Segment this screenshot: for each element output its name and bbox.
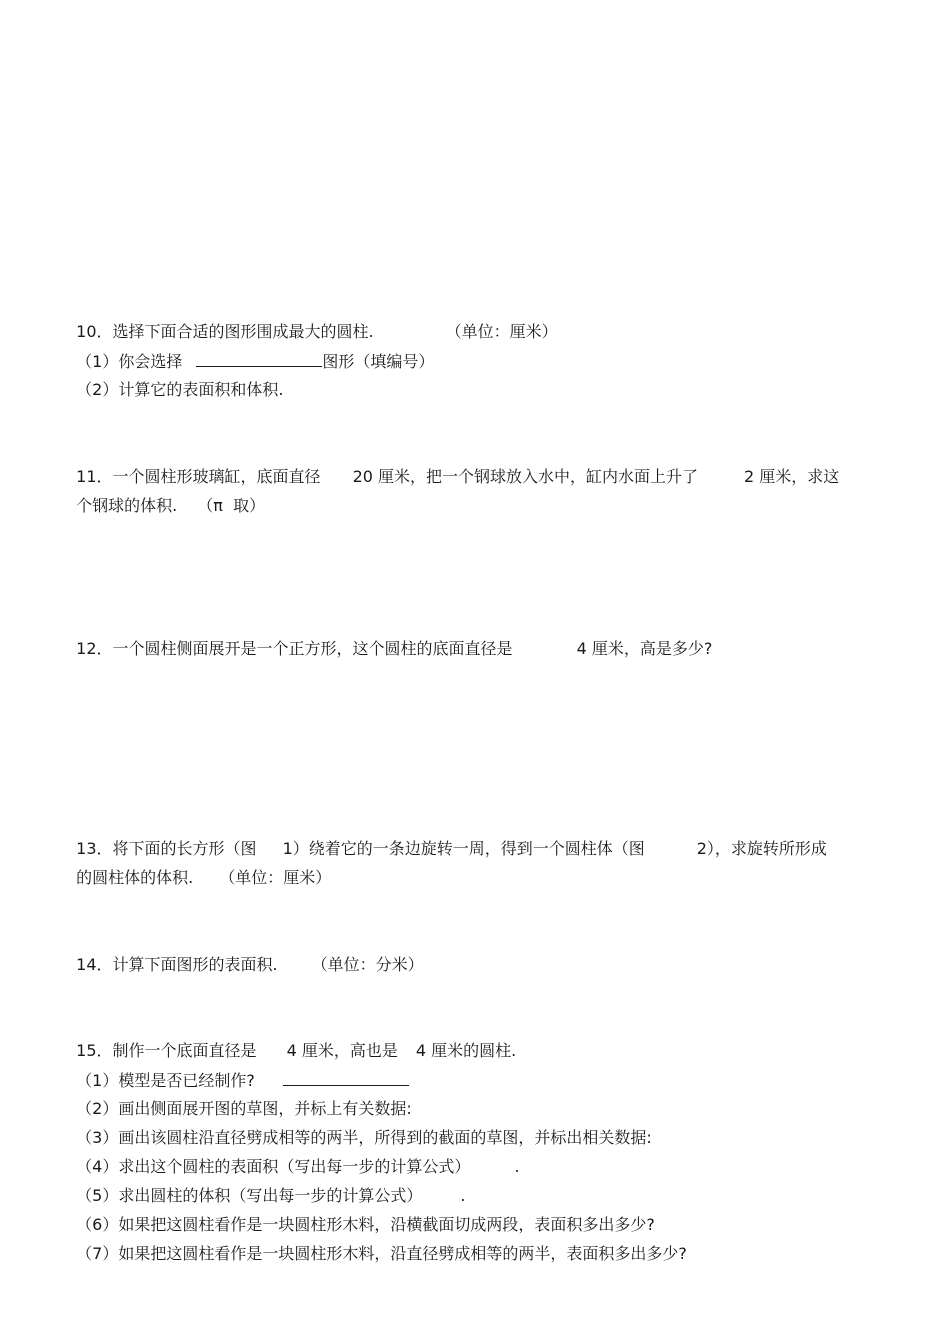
question-13-line-2	[66, 848, 331, 888]
question-13-number: 13．	[76, 839, 113, 858]
question-15-text-a: 制作一个底面直径是	[112, 1041, 257, 1060]
question-14-text: 计算下面图形的表面积.	[112, 955, 278, 974]
question-15-text-c: 4 厘米的圆柱.	[415, 1041, 517, 1060]
question-15-text-b: 4 厘米，高也是	[286, 1041, 398, 1060]
question-10-sub-1-text: （1）你会选择	[76, 352, 183, 371]
question-12-text-a: 一个圆柱侧面展开是一个正方形，这个圆柱的底面直径是	[112, 639, 513, 658]
question-15-sub-4-text: （4）求出这个圆柱的表面积（写出每一步的计算公式）	[76, 1157, 471, 1176]
question-11-text-b: 20 厘米，把一个钢球放入水中，缸内水面上升了	[352, 467, 699, 486]
question-15-sub-2-text: （2）画出侧面展开图的草图，并标上有关数据:	[76, 1099, 412, 1118]
question-15-number: 15．	[76, 1041, 113, 1060]
question-11-pi: （π 取）	[197, 496, 266, 515]
question-12-number: 12．	[76, 639, 113, 658]
question-15-sub-7	[66, 1224, 687, 1264]
question-14-number: 14．	[76, 955, 113, 974]
question-11-text-c: 2 厘米，求这	[744, 467, 840, 486]
question-11-text-a: 一个圆柱形玻璃缸，底面直径	[112, 467, 321, 486]
question-15-sub-3-text: （3）画出该圆柱沿直径劈成相等的两半，所得到的截面的草图，并标出相关数据:	[76, 1128, 652, 1147]
question-13-text-d: 的圆柱体的体积.	[76, 868, 194, 887]
question-10-unit: （单位：厘米）	[445, 322, 558, 341]
question-11-text-d: 个钢球的体积.	[76, 496, 178, 515]
question-11-line-2	[66, 476, 265, 516]
question-13-text-a: 将下面的长方形（图	[112, 839, 257, 858]
question-10-text: 选择下面合适的图形围成最大的圆柱.	[112, 322, 374, 341]
question-12-text-b: 4 厘米，高是多少?	[576, 639, 713, 658]
question-13-text-b: 1）绕着它的一条边旋转一周，得到一个圆柱体（图	[282, 839, 645, 858]
question-11-number: 11．	[76, 467, 113, 486]
question-10-sub-2	[66, 360, 283, 400]
question-15-sub-5-text: （5）求出圆柱的体积（写出每一步的计算公式）	[76, 1186, 423, 1205]
question-14-unit: （单位：分米）	[311, 955, 424, 974]
question-15-sub-7-text: （7）如果把这圆柱看作是一块圆柱形木料，沿直径劈成相等的两半，表面积多出多少?	[76, 1244, 687, 1263]
question-15-sub-5-dot: .	[460, 1186, 466, 1205]
question-10-sub-2-text: （2）计算它的表面积和体积.	[76, 380, 284, 399]
question-15-sub-4-dot: .	[514, 1157, 520, 1176]
question-15-sub-1-text: （1）模型是否已经制作?	[76, 1071, 255, 1090]
question-15-sub-6-text: （6）如果把这圆柱看作是一块圆柱形木料，沿横截面切成两段，表面积多出多少?	[76, 1215, 655, 1234]
question-12-line-1	[66, 619, 712, 659]
question-13-text-c: 2），求旋转所形成	[696, 839, 827, 858]
question-14-line-1	[66, 935, 424, 975]
question-13-unit: （单位：厘米）	[219, 868, 332, 887]
question-10-number: 10．	[76, 322, 113, 341]
question-10-sub-1-suffix: 图形（填编号）	[322, 352, 435, 371]
